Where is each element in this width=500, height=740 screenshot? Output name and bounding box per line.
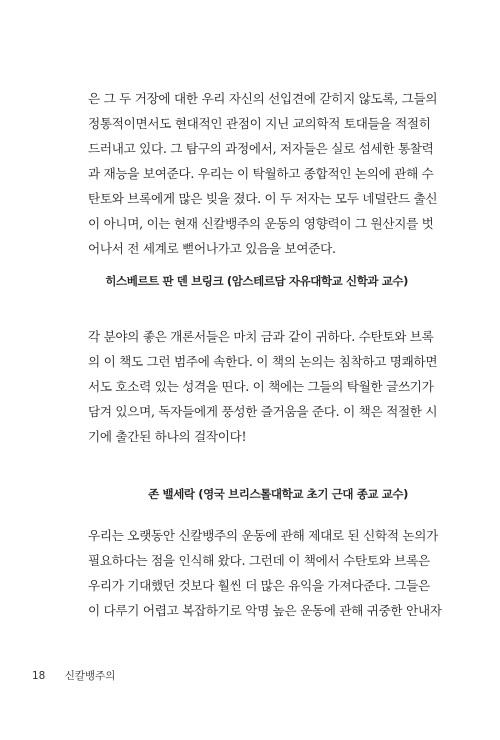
endorsement-paragraph-1 — [88, 86, 438, 261]
endorsement-paragraph-3 — [88, 523, 442, 623]
text-line: 우리는 오랫동안 신칼뱅주의 운동에 관해 제대로 된 신학적 논의가 — [88, 528, 438, 543]
endorsement-paragraph-2 — [88, 324, 438, 449]
text-line: 어나서 전 세계로 뻗어나가고 있음을 보여준다. — [88, 241, 336, 256]
text-line: 정통적이면서도 현대적인 관점이 지닌 교의학적 토대들을 적절히 — [88, 116, 431, 131]
text-line: 드러내고 있다. 그 탐구의 과정에서, 저자들은 실로 섬세한 통찰력 — [88, 141, 434, 156]
text-line: 각 분야의 좋은 개론서들은 마치 금과 같이 귀하다. 수탄토와 브록 — [88, 329, 434, 344]
text-line: 이 다루기 어렵고 복잡하기로 악명 높은 운동에 관해 귀중한 안내자 — [88, 603, 442, 618]
text-line: 은 그 두 거장에 대한 우리 자신의 선입견에 갇히지 않도록, 그들의 — [88, 91, 438, 106]
endorsement-attribution-2: 존 밸세락 (영국 브리스톨대학교 초기 근대 종교 교수) — [148, 487, 408, 501]
text-line: 과 재능을 보여준다. 우리는 이 탁월하고 종합적인 논의에 관해 수 — [88, 166, 434, 181]
text-line: 이 아니며, 이는 현재 신칼뱅주의 운동의 영향력이 그 원산지를 벗 — [88, 216, 434, 231]
text-line: 필요하다는 점을 인식해 왔다. 그런데 이 책에서 수탄토와 브록은 — [88, 553, 430, 568]
page-number: 18 — [32, 670, 46, 682]
text-line: 탄토와 브록에게 많은 빚을 졌다. 이 두 저자는 모두 네덜란드 출신 — [88, 191, 438, 206]
endorsement-attribution-1: 히스베르트 판 덴 브링크 (암스테르담 자유대학교 신학과 교수) — [105, 274, 408, 288]
text-line: 담겨 있으며, 독자들에게 풍성한 즐거움을 준다. 이 책은 적절한 시 — [88, 404, 438, 419]
text-line: 의 이 책도 그런 범주에 속한다. 이 책의 논의는 침착하고 명쾌하면 — [88, 354, 438, 369]
text-line: 서도 호소력 있는 성격을 띤다. 이 책에는 그들의 탁월한 글쓰기가 — [88, 379, 434, 394]
page-footer — [32, 668, 115, 683]
text-line: 우리가 기대했던 것보다 훨씬 더 많은 유익을 가져다준다. 그들은 — [88, 578, 430, 593]
running-title: 신칼뱅주의 — [64, 670, 116, 682]
text-line: 기에 출간된 하나의 걸작이다! — [88, 429, 247, 444]
